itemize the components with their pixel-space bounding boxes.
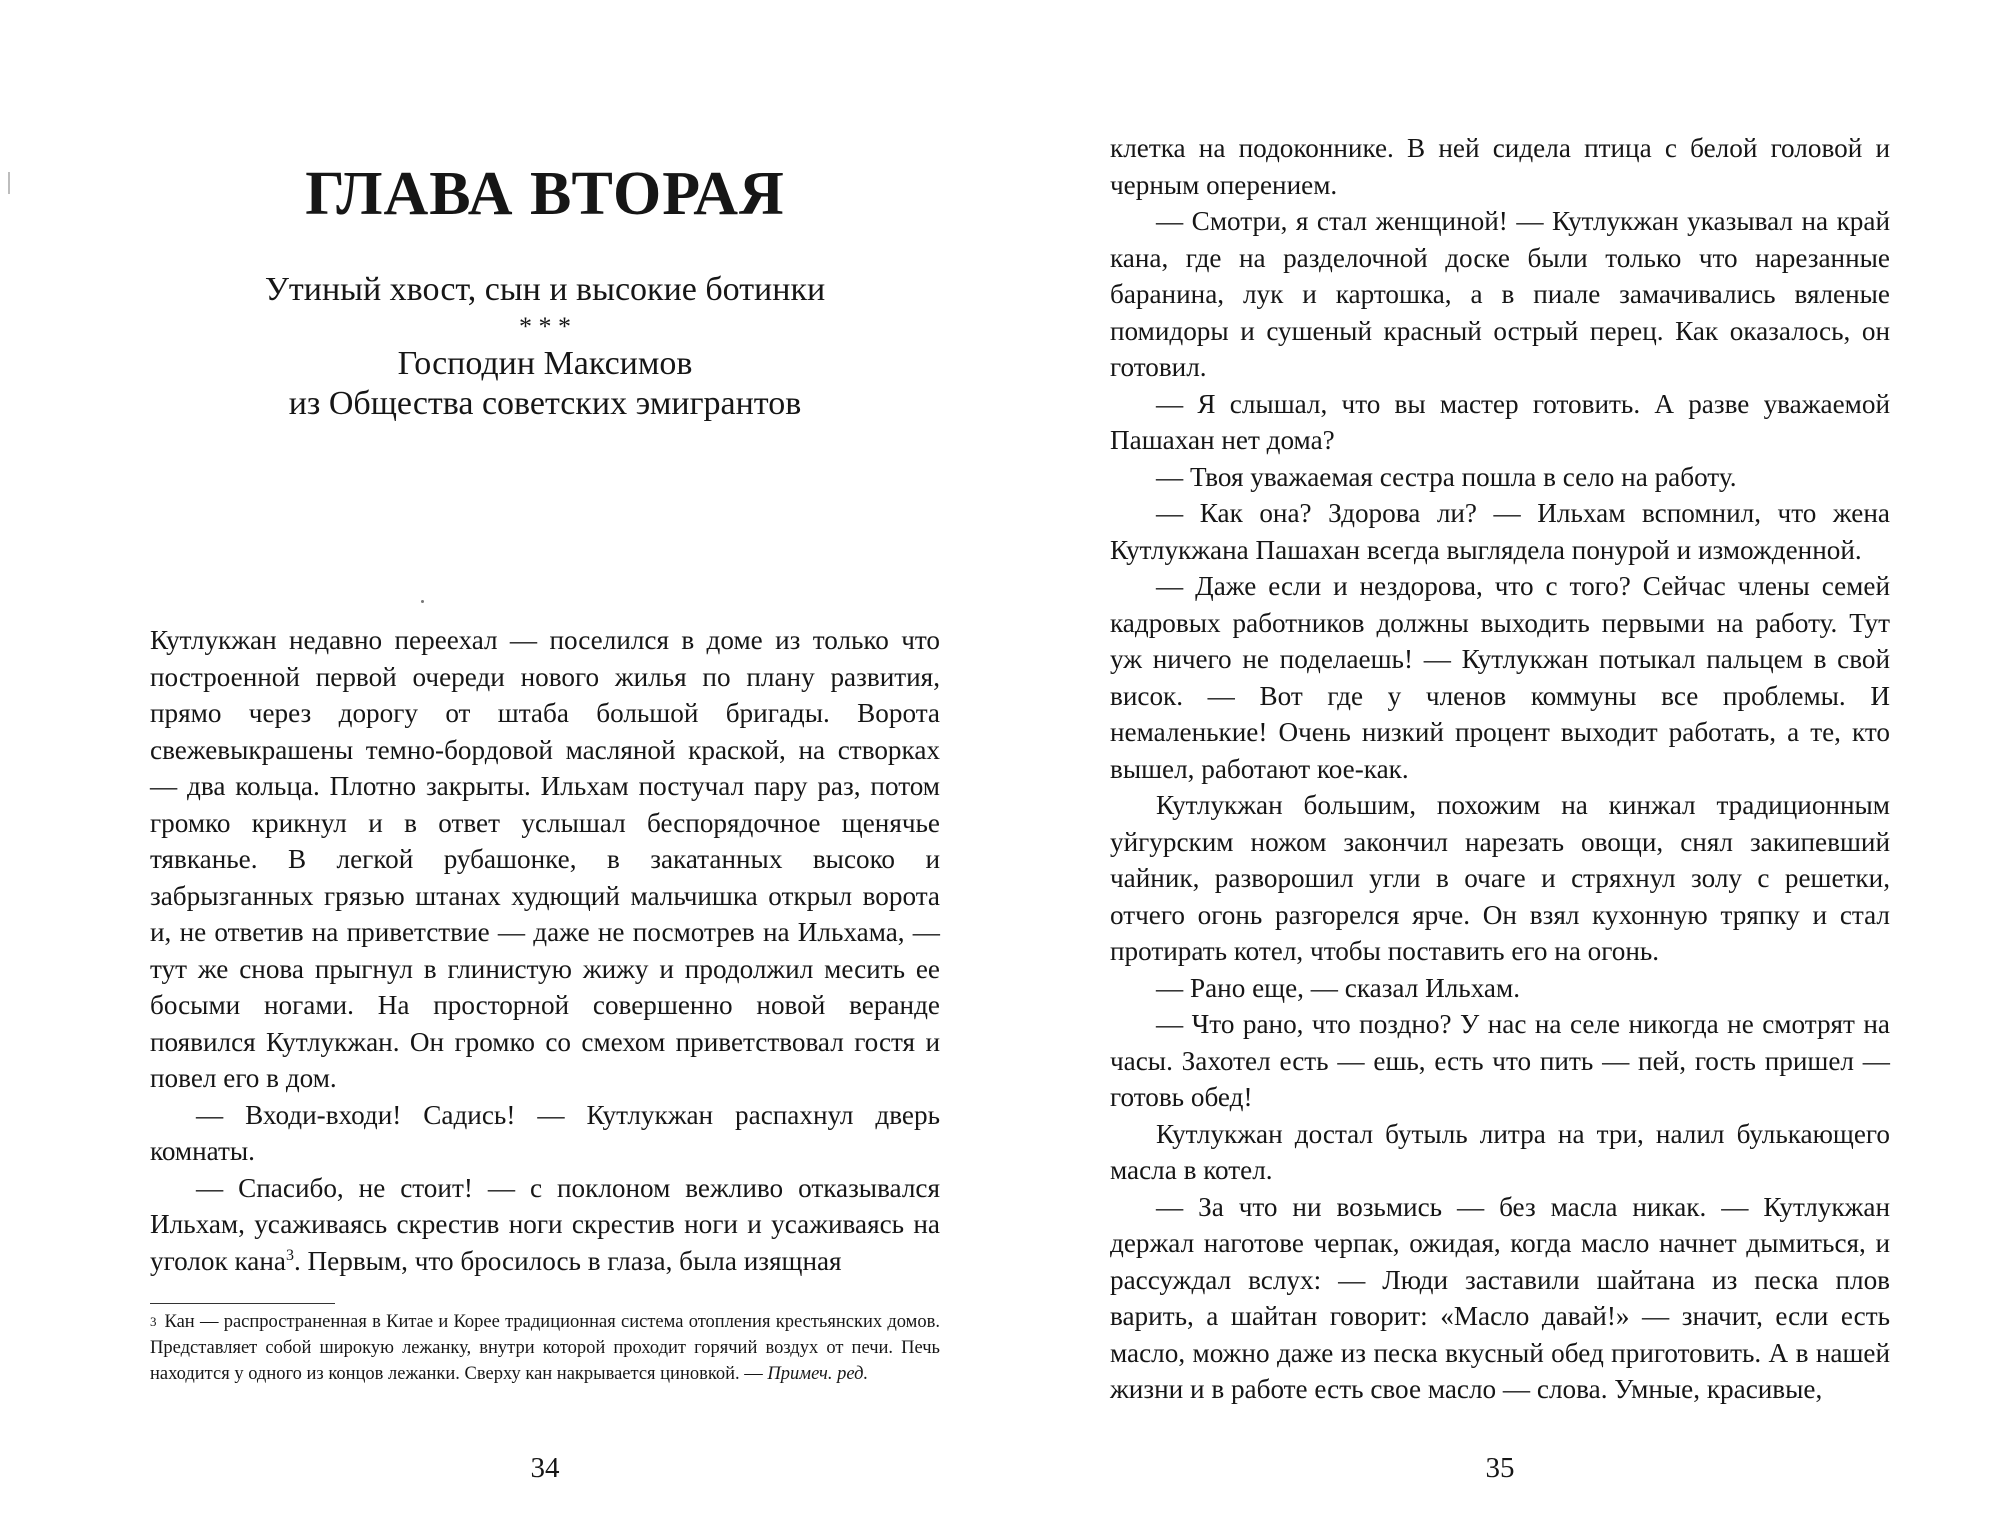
chapter-subtitle-2b: из Общества советских эмигрантов: [288, 385, 802, 422]
footnote-text: Кан — распространенная в Китае и Корее традиционная система отопления крестьянских домов. Представляет собой широкую лежанку, внутри которой проходит горячий воздух от печи. Печь находится у одного из концов лежанки. Сверху кан накрывается циновкой. —: [150, 1312, 940, 1384]
section-stars: * * *: [519, 312, 571, 341]
paragraph: — За что ни возьмись — без масла никак. — Кутлукжан держал наготове черпак, ожидая, когда масло начнет дымиться, и рассуждал вслух: — Люди заставили шайтана из песка плов варить, а шайтан говорит: «Масло давай!» — значит, если есть масло, можно даже из песка вкусный обед приготовить. А в нашей жизни и в работе есть свое масло — слова. Умные, красивые,: [1110, 1191, 1890, 1404]
paragraph: — Я слышал, что вы мастер готовить. А разве уважаемой Пашахан нет дома?: [1110, 388, 1890, 455]
footnote-rule: [150, 1303, 335, 1304]
chapter-subtitle-1: Утиный хвост, сын и высокие ботинки: [264, 271, 826, 308]
footnote: [150, 1309, 940, 1387]
chapter-title: ГЛАВА ВТОРАЯ: [305, 160, 785, 228]
paragraph: клетка на подоконнике. В ней сидела птица с белой головой и черным оперением.: [1110, 133, 1890, 200]
paragraph: — Рано еще, — сказал Ильхам.: [1156, 972, 1521, 1003]
paragraph-text: — Спасибо, не стоит! — с поклоном вежливо отказывался Ильхам, усаживаясь скрестив ноги скрестив ноги и усаживаясь на уголок кана: [150, 1172, 940, 1276]
page-number: 34: [530, 1452, 560, 1484]
footnote-editor-note: Примеч. ред.: [767, 1364, 869, 1384]
paragraph: — Входи-входи! Садись! — Кутлукжан распахнул дверь комнаты.: [150, 1099, 940, 1166]
left-body-text: [150, 622, 940, 1279]
edge-mark: [8, 172, 10, 194]
paragraph: [150, 1170, 940, 1280]
paragraph: Кутлукжан достал бутыль литра на три, налил булькающего масла в котел.: [1110, 1118, 1890, 1185]
right-body-text: [1110, 130, 1890, 1408]
paragraph: Кутлукжан недавно переехал — поселился в доме из только что построенной первой очереди нового жилья по плану развития, прямо через дорогу от штаба большой бригады. Ворота свежевыкрашены темно-бордовой масляной краской, на створках — два кольца. Плотно закрыты. Ильхам постучал пару раз, потом громко крикнул и в ответ услышал беспорядочное щенячье тявканье. В легкой рубашонке, в закатанных высоко и забрызганных грязью штанах худющий мальчишка открыл ворота и, не ответив на приветствие — даже не посмотрев на Ильхама, — тут же снова прыгнул в глинистую жижу и продолжил месить ее босыми ногами. На просторной совершенно новой веранде появился Кутлукжан. Он громко со смехом приветствовал гостя и повел его в дом.: [150, 625, 940, 1093]
footnote-mark: 3: [150, 1314, 157, 1329]
paragraph: — Твоя уважаемая сестра пошла в село на работу.: [1156, 461, 1737, 492]
paragraph-text-end: . Первым, что бросилось в глаза, была изящная: [293, 1245, 842, 1276]
paragraph: — Смотри, я стал женщиной! — Кутлукжан указывал на край кана, где на разделочной доске были только что нарезанные баранина, лук и картошка, а в пиале замачивались вяленые помидоры и сушеный красный острый перец. Как оказалось, он готовил.: [1110, 206, 1890, 382]
right-page: [1000, 0, 2000, 1530]
print-speck: [421, 600, 424, 603]
paragraph: Кутлукжан большим, похожим на кинжал традиционным уйгурским ножом закончил нарезать овощи, снял закипевший чайник, разворошил угли в очаге и стряхнул золу с решетки, отчего огонь разгорелся ярче. Он взял кухонную тряпку и стал протирать котел, чтобы поставить его на огонь.: [1110, 790, 1890, 966]
chapter-subtitle-block: [150, 270, 940, 424]
paragraph: — Даже если и нездорова, что с того? Сейчас члены семей кадровых работников должны выходить первыми на работу. Тут уж ничего не поделаешь! — Кутлукжан потыкал пальцем в свой висок. — Вот где у членов коммуны все проблемы. И немаленькие! Очень низкий процент выходит работать, а те, кто вышел, работают кое-как.: [1110, 571, 1890, 784]
paragraph: — Как она? Здорова ли? — Ильхам вспомнил, что жена Кутлукжана Пашахан всегда выглядела понурой и изможденной.: [1110, 498, 1890, 565]
paragraph: — Что рано, что поздно? У нас на селе никогда не смотрят на часы. Захотел есть — ешь, есть что пить — пей, гость пришел — готовь обед!: [1110, 1009, 1890, 1112]
page-number: 35: [1485, 1452, 1515, 1484]
footnote-reference[interactable]: 3: [285, 1246, 294, 1264]
chapter-subtitle-2a: Господин Максимов: [397, 345, 693, 382]
